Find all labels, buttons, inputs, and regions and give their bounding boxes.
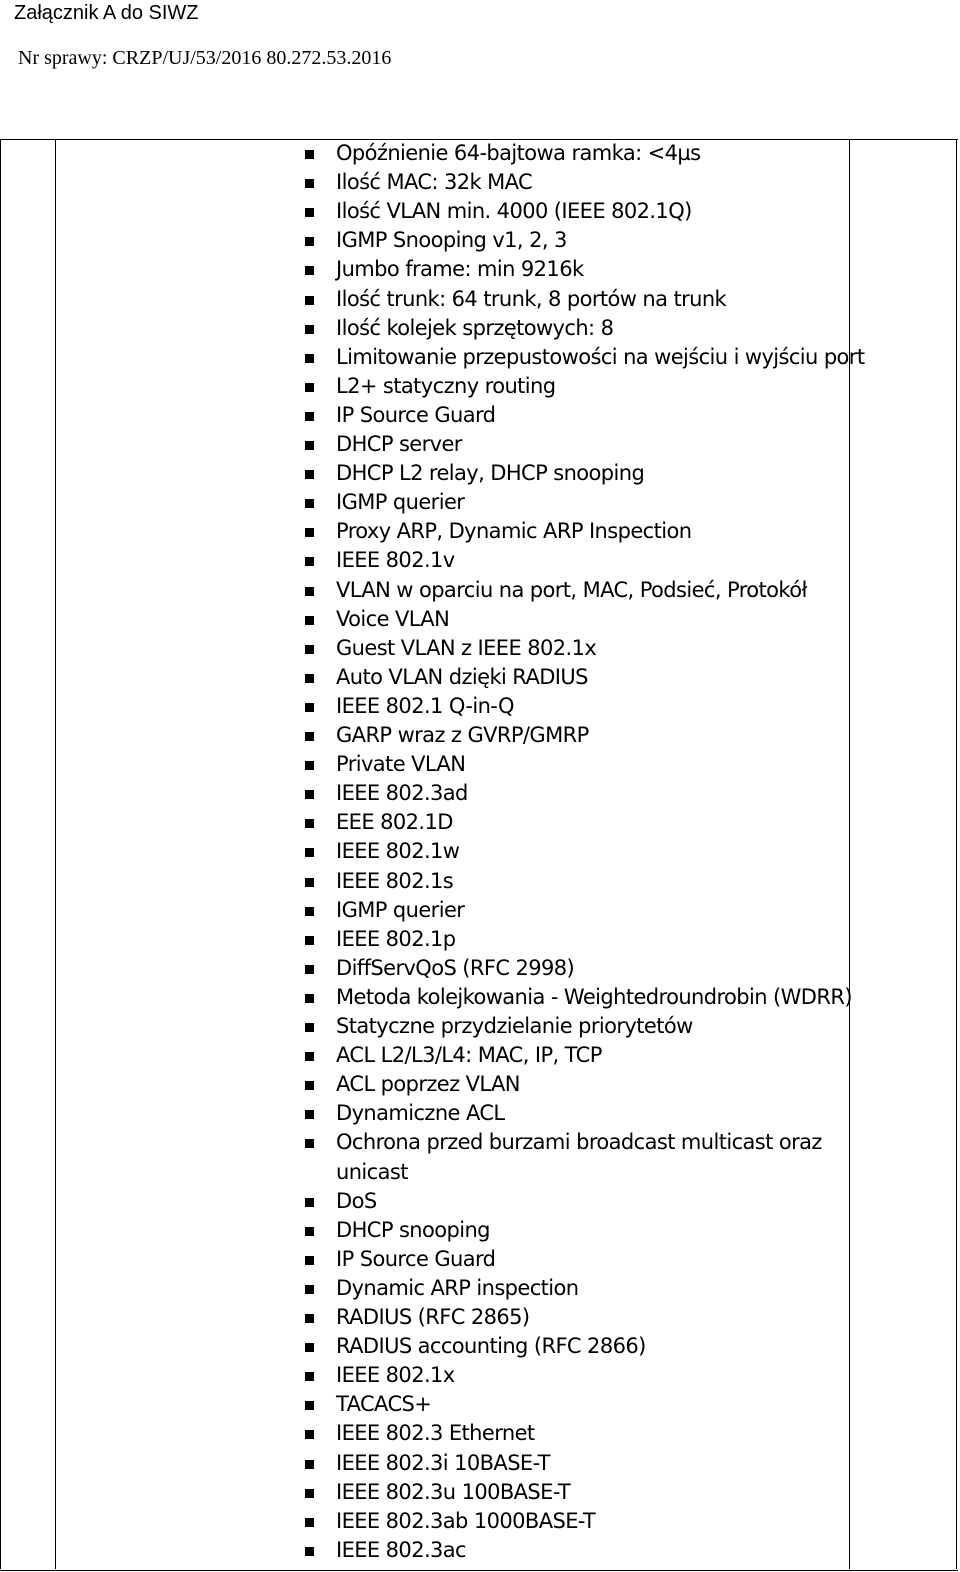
list-item-text: VLAN w oparciu na port, MAC, Podsieć, Protokół [336,577,807,602]
square-bullet-icon [305,412,314,421]
list-item [0,1128,958,1157]
list-item-text: Limitowanie przepustowości na wejściu i wyjściu port [336,344,865,369]
list-item-text: EEE 802.1D [336,810,453,835]
square-bullet-icon [305,587,314,596]
square-bullet-icon [305,1430,314,1439]
square-bullet-icon [305,965,314,974]
list-item-text: Voice VLAN [336,606,450,631]
list-item-text: IEEE 802.3 Ethernet [336,1421,535,1446]
list-item-text: IEEE 802.1w [336,839,460,864]
attachment-title: Załącznik A do SIWZ [14,2,199,24]
list-item [0,1361,958,1390]
list-item-text: IEEE 802.3i 10BASE-T [336,1450,550,1475]
square-bullet-icon [305,761,314,770]
square-bullet-icon [305,266,314,275]
square-bullet-icon [305,1110,314,1119]
list-item [0,1187,958,1216]
list-item-text: DiffServQoS (RFC 2998) [336,955,575,980]
list-item [0,401,958,430]
list-item-text: IGMP querier [336,490,465,515]
list-item-text: Ilość VLAN min. 4000 (IEEE 802.1Q) [336,199,692,224]
list-item [0,1070,958,1099]
list-item-text: Ilość kolejek sprzętowych: 8 [336,315,614,340]
list-item-text: IEEE 802.3ad [336,781,468,806]
list-item-text: Guest VLAN z IEEE 802.1x [336,635,597,660]
list-item [0,1449,958,1478]
square-bullet-icon [305,499,314,508]
list-item [0,139,958,168]
square-bullet-icon [305,848,314,857]
list-item-text: RADIUS (RFC 2865) [336,1305,530,1329]
list-item-text: Proxy ARP, Dynamic ARP Inspection [336,519,692,544]
list-item-text: unicast [336,1159,408,1184]
list-item-text: Metoda kolejkowania - Weightedroundrobin (WDRR) [336,984,852,1009]
square-bullet-icon [305,645,314,654]
square-bullet-icon [305,179,314,188]
square-bullet-icon [305,1285,314,1294]
list-item [0,867,958,896]
list-item [0,663,958,692]
list-item-text: IGMP querier [336,897,465,922]
square-bullet-icon [305,1023,314,1032]
square-bullet-icon [305,907,314,916]
list-item [0,459,958,488]
square-bullet-icon [305,150,314,159]
square-bullet-icon [305,354,314,363]
list-item [0,546,958,575]
list-item [0,692,958,721]
list-item-text: IP Source Guard [336,402,496,427]
list-item-text: TACACS+ [336,1392,432,1417]
square-bullet-icon [305,1401,314,1410]
list-item [0,808,958,837]
list-item [0,168,958,197]
square-bullet-icon [305,383,314,392]
list-item-text: Ilość MAC: 32k MAC [336,170,533,195]
list-item-text: DHCP L2 relay, DHCP snooping [336,461,645,486]
list-item [0,605,958,634]
square-bullet-icon [305,470,314,479]
list-item [0,314,958,343]
list-item [0,1507,958,1536]
list-item-text: ACL L2/L3/L4: MAC, IP, TCP [336,1043,602,1068]
square-bullet-icon [305,1198,314,1207]
list-item [0,896,958,925]
list-item [0,1332,958,1361]
list-item-text: RADIUS accounting (RFC 2866) [336,1334,646,1359]
list-item-text: Dynamic ARP inspection [336,1275,579,1300]
square-bullet-icon [305,1081,314,1090]
square-bullet-icon [305,1052,314,1061]
list-item [0,1419,958,1448]
square-bullet-icon [305,819,314,828]
square-bullet-icon [305,1343,314,1352]
list-item [0,1216,958,1245]
list-item [0,430,958,459]
list-item-text: Private VLAN [336,752,466,777]
square-bullet-icon [305,208,314,217]
list-item [0,285,958,314]
list-item [0,983,958,1012]
square-bullet-icon [305,528,314,537]
square-bullet-icon [305,703,314,712]
square-bullet-icon [305,325,314,334]
list-item [0,1274,958,1303]
list-item [0,197,958,226]
list-item-text: Opóźnienie 64-bajtowa ramka: <4µs [336,141,701,165]
list-item [0,1041,958,1070]
list-item [0,1536,958,1565]
list-item-text: Dynamiczne ACL [336,1101,505,1126]
list-item-text: IEEE 802.3u 100BASE-T [336,1479,571,1504]
list-item [0,925,958,954]
square-bullet-icon [305,790,314,799]
list-item [0,1099,958,1128]
list-item [0,488,958,517]
list-item-text: IEEE 802.3ab 1000BASE-T [336,1508,596,1533]
list-item-text: IGMP Snooping v1, 2, 3 [336,228,567,253]
list-item-text: IEEE 802.1s [336,868,454,893]
list-item-text: IEEE 802.3ac [336,1537,467,1562]
list-item [0,255,958,284]
list-item-text: L2+ statyczny routing [336,373,556,398]
square-bullet-icon [305,1518,314,1527]
square-bullet-icon [305,1227,314,1236]
list-item-text: ACL poprzez VLAN [336,1072,520,1097]
list-item [0,1303,958,1332]
list-item [0,372,958,401]
square-bullet-icon [305,1372,314,1381]
list-item [0,1390,958,1419]
list-item [0,634,958,663]
list-item [0,226,958,255]
square-bullet-icon [305,1547,314,1556]
list-item [0,1012,958,1041]
list-item-text: IEEE 802.1 Q-in-Q [336,693,514,718]
list-item-text: IEEE 802.1x [336,1363,455,1388]
list-item [0,576,958,605]
list-item-text: Jumbo frame: min 9216k [336,257,584,282]
list-item-text: IP Source Guard [336,1246,496,1271]
square-bullet-icon [305,674,314,683]
square-bullet-icon [305,732,314,741]
square-bullet-icon [305,878,314,887]
list-item [0,343,958,372]
square-bullet-icon [305,1256,314,1265]
square-bullet-icon [305,1314,314,1323]
list-item [0,517,958,546]
square-bullet-icon [305,557,314,566]
list-item-text: DHCP server [336,432,462,456]
list-item [0,779,958,808]
list-item [0,750,958,779]
list-item-text: Ochrona przed burzami broadcast multicast oraz [336,1130,822,1155]
square-bullet-icon [305,237,314,246]
list-item-text: DoS [336,1188,377,1213]
list-item-text: Statyczne przydzielanie priorytetów [336,1014,693,1038]
square-bullet-icon [305,936,314,945]
square-bullet-icon [305,1489,314,1498]
list-item [0,1478,958,1507]
list-item [0,837,958,866]
square-bullet-icon [305,994,314,1003]
list-item-text: DHCP snooping [336,1217,490,1242]
list-item-text: Auto VLAN dzięki RADIUS [336,664,588,689]
list-item-text: IEEE 802.1p [336,926,456,951]
list-item [0,721,958,750]
square-bullet-icon [305,1139,314,1148]
list-item-text: Ilość trunk: 64 trunk, 8 portów na trunk [336,286,727,311]
list-item [0,1158,958,1187]
square-bullet-icon [305,296,314,305]
square-bullet-icon [305,1460,314,1469]
list-item [0,1245,958,1274]
case-number: Nr sprawy: CRZP/UJ/53/2016 80.272.53.2016 [18,47,392,69]
list-item-text: IEEE 802.1v [336,548,455,573]
list-item-text: GARP wraz z GVRP/GMRP [336,723,589,747]
list-item [0,954,958,983]
square-bullet-icon [305,616,314,625]
square-bullet-icon [305,441,314,450]
